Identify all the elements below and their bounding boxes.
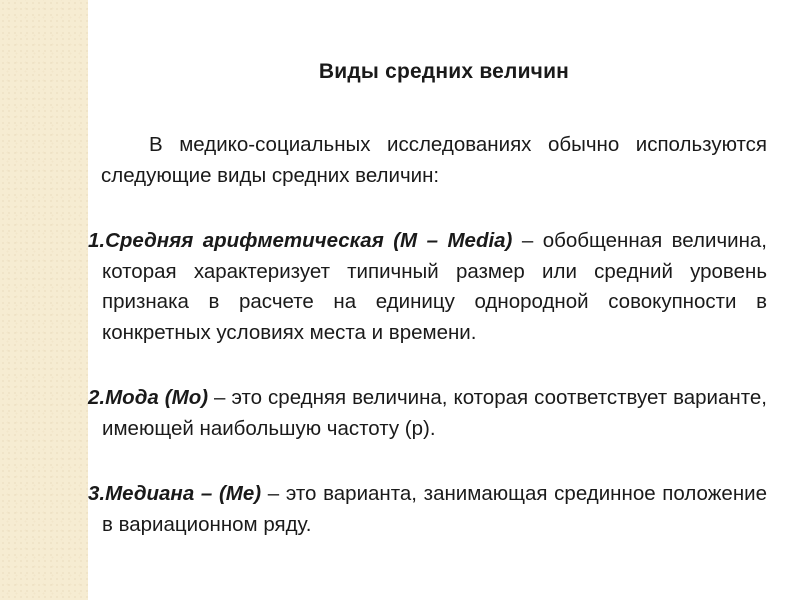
decorative-side-strip (0, 0, 88, 600)
list-item-term: Медиана – (Ме) (105, 482, 262, 505)
slide-content (88, 0, 800, 600)
list-item-term: Средняя арифметическая (М – Media) (105, 229, 513, 252)
list-item-mode (88, 383, 767, 444)
list-item-number: 3. (88, 482, 106, 505)
list-item-number: 2. (88, 386, 106, 409)
list-item-text: – это средняя величина, которая соответствует варианте, имеющей наибольшую частоту (р). (102, 386, 767, 440)
list-item-number: 1. (88, 229, 106, 252)
list-item-median (88, 479, 767, 540)
list-item-arithmetic-mean (88, 226, 767, 348)
list-item-text: – это варианта, занимающая срединное положение в вариационном ряду. (102, 482, 767, 536)
list-item-term: Мода (Мо) (105, 386, 209, 409)
list-item-text: – обобщенная величина, которая характеризует типичный размер или средний уровень признака в расчете на единицу однородной совокупности в конкретных условиях места и времени. (102, 229, 767, 344)
slide-title: Виды средних величин (318, 60, 570, 83)
intro-paragraph: В медико-социальных исследованиях обычно используются следующие виды средних величин: (101, 133, 767, 187)
